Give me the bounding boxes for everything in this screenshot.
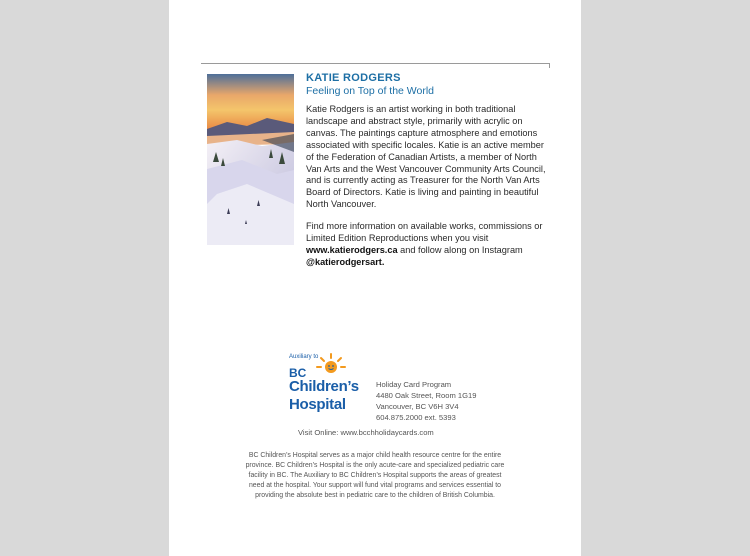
address-street: 4480 Oak Street, Room 1G19 [376,391,477,400]
instagram-handle[interactable]: @katierodgersart. [306,256,385,267]
sun-logo-icon [316,353,346,373]
painting-title: Feeling on Top of the World [306,85,435,97]
visit-online-link[interactable]: Visit Online: www.bcchholidaycards.com [298,428,434,437]
more-info-paragraph [306,221,546,269]
logo-auxiliary-text: Auxiliary to [289,354,319,360]
divider-line [201,63,550,64]
more-info-text: Find more information on available works, commissions or Limited Edition Reproductions when you visit [306,221,543,243]
address-phone: 604.875.2000 ext. 5393 [376,413,456,422]
address-city: Vancouver, BC V6H 3V4 [376,402,459,411]
artist-name: KATIE RODGERS [306,72,401,84]
artist-bio: Katie Rodgers is an artist working in both traditional landscape and abstract style, primarily with acrylic on canvas. The paintings capture atmosphere and emotions associated with specific locales. Katie is an active member of the Federation of Canadian Artists, a member of North Van Arts and the West Vancouver Community Arts Council, and is currently acting as Treasurer for the North Van Arts Board of Directors. Katie is living and painting in beautiful North Vancouver. [306,104,546,210]
mailing-address [376,379,476,423]
divider-tick [549,63,550,68]
logo-bc-text: BC [289,366,307,380]
more-info-middle: and follow along on Instagram [397,244,523,255]
logo-hospital-text: Hospital [289,396,346,413]
logo-childrens-text: Children’s [289,378,359,395]
address-program: Holiday Card Program [376,380,452,389]
hospital-description: BC Children’s Hospital serves as a major child health resource centre for the entire province. BC Children’s Hospital is the only acute-care and specialized pediatric care facility in BC. The Auxiliary to BC Children’s Hospital supports the areas of greatest need at the hospital. Your support will fund vital programs and services essential to providing the absolute best in pediatric care to the children of British Columbia. [245,452,505,500]
website-link[interactable]: www.katierodgers.ca [306,244,398,255]
painting-image [207,74,294,245]
